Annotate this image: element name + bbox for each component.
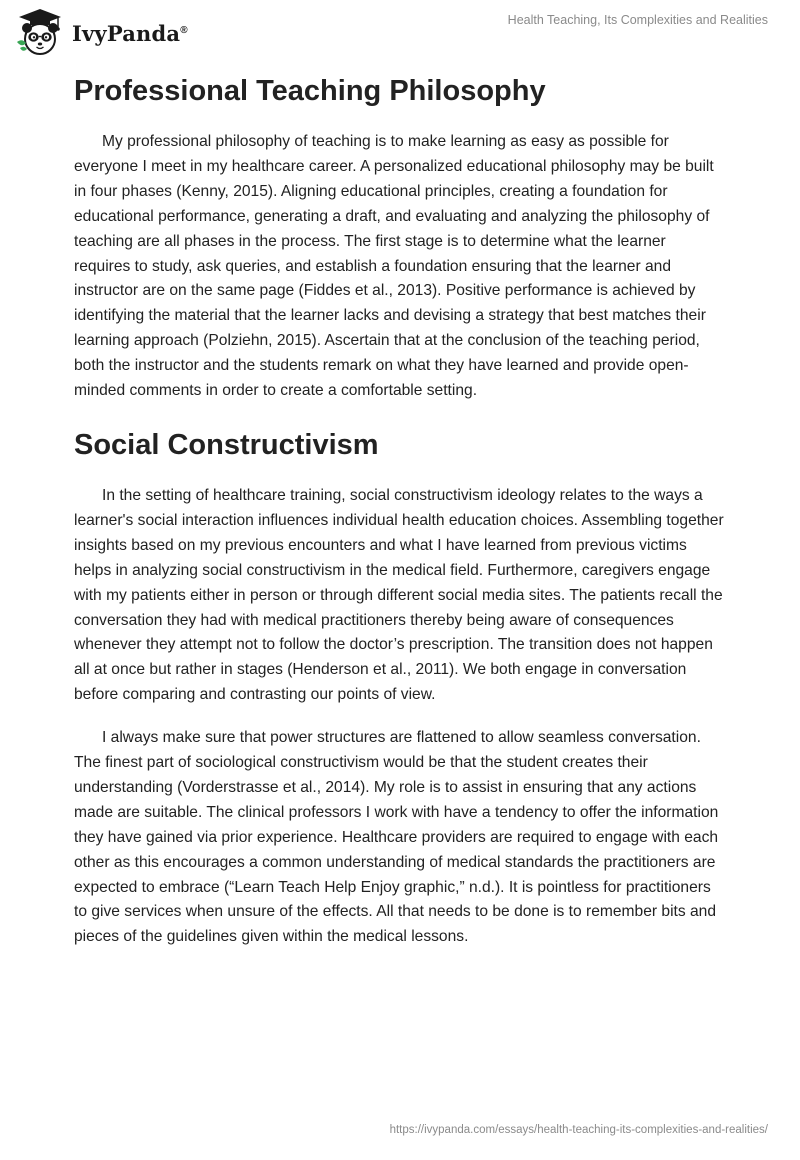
panda-graduate-icon [14,8,66,58]
paragraph-social-constructivism-1: In the setting of healthcare training, social constructivism ideology relates to the ways a learner's social interaction influences individual health education choices. Assembling together insights based on my previous encounters and what I have learned from previous victims helps in analyzing social constructivism in the medical field. Furthermore, caregivers engage with my patients either in person or through different social media sites. The patients recall the conversation they had with medical practitioners thereby being aware of consequences whenever they attempt not to follow the doctor’s prescription. The transition does not happen all at once but rather in stages (Henderson et al., 2011). We both engage in conversation before comparing and contrasting our points of view. [74,486,724,704]
ivypanda-logo[interactable] [14,8,188,58]
paragraph-social-constructivism-2: I always make sure that power structures are flattened to allow seamless conversation. The finest part of sociological constructivism would be that the student creates their understanding (Vorderstrasse et al., 2014). My role is to assist in ensuring that any actions made are suitable. The clinical professors I work with have a tendency to offer the information they have gained via prior experience. Healthcare providers are required to engage with each other as this encourages a common understanding of medical standards the practitioners are expected to embrace (“Learn Teach Help Enjoy graphic,” n.d.). It is pointless for practitioners to give services when unsure of the effects. All that needs to be done is to remember bits and pieces of the guidelines given within the medical lessons. [74,729,719,946]
section-heading-social-constructivism: Social Constructivism [74,428,379,461]
document-title: Health Teaching, Its Complexities and Realities [507,13,768,27]
section-heading-teaching-philosophy: Professional Teaching Philosophy [74,75,546,107]
logo-wordmark [72,21,188,46]
source-url[interactable]: https://ivypanda.com/essays/health-teaching-its-complexities-and-realities/ [389,1124,768,1136]
page-header [0,0,800,60]
paragraph-teaching-philosophy: My professional philosophy of teaching is to make learning as easy as possible for everyone I meet in my healthcare career. A personalized educational philosophy may be built in four phases (Kenny, 2015). Aligning educational principles, creating a foundation for educational performance, generating a draft, and evaluating and analyzing the philosophy of teaching are all phases in the process. The first stage is to determine what the learner requires to study, ask queries, and establish a foundation ensuring that the learner and instructor are on the same page (Fiddes et al., 2013). Positive performance is achieved by identifying the material that the learner lacks and devising a strategy that best matches their learning approach (Polziehn, 2015). Ascertain that at the conclusion of the teaching period, both the instructor and the students remark on what they have learned and provide open-minded comments in order to create a comfortable setting. [74,133,714,400]
logo-registered-mark: ® [180,24,188,36]
logo-name: IvyPanda [72,20,181,46]
essay-content [74,68,726,950]
